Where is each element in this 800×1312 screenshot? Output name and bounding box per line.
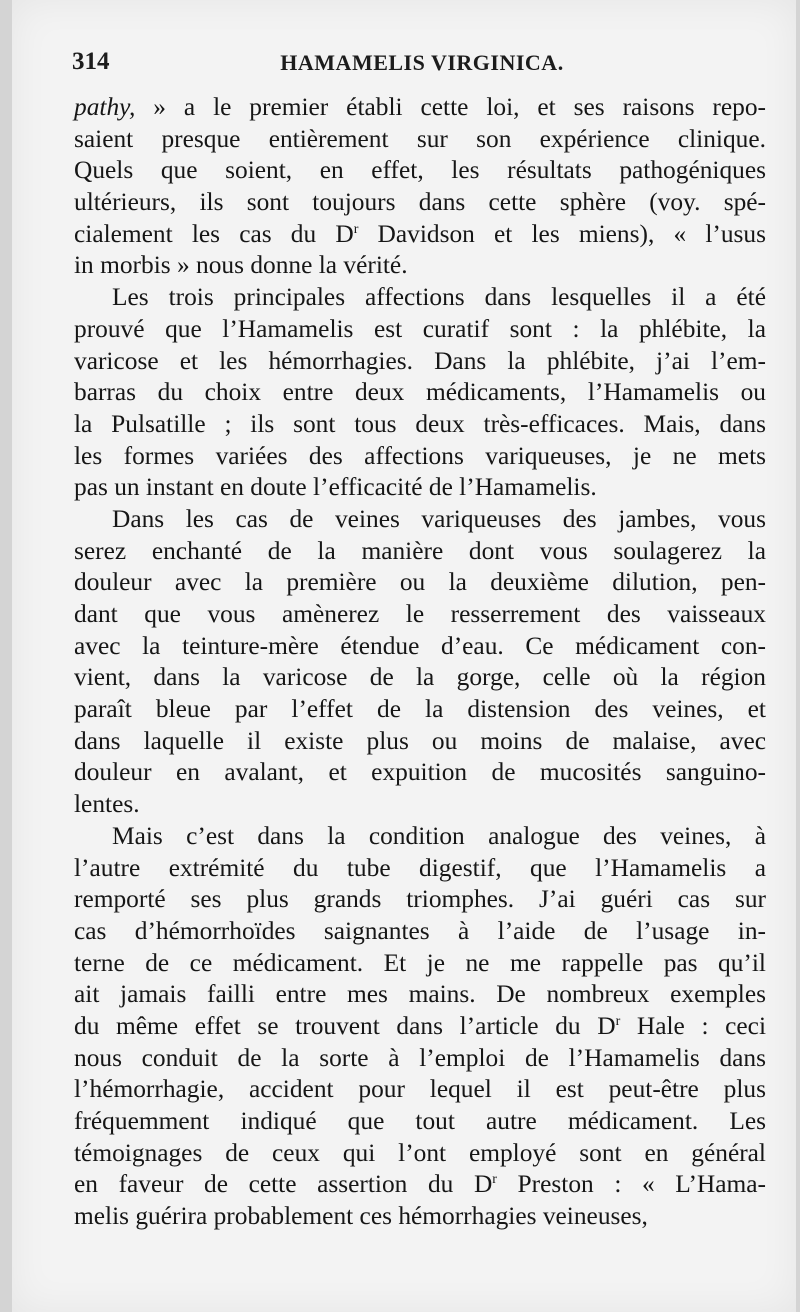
- text-line: serez enchanté de la manière dont vous soulagerez la: [74, 536, 766, 565]
- italic-word: pathy,: [74, 93, 136, 121]
- superscript: r: [615, 1013, 621, 1029]
- text-line: dant que vous amènerez le resserrement des vaisseaux: [74, 600, 766, 628]
- text-line: in morbis » nous donne la vérité.: [74, 251, 408, 280]
- text-line: melis guérira probablement ces hémorrhagies veineuses,: [74, 1202, 648, 1231]
- paragraph: [74, 504, 766, 821]
- text-line: Les trois principales affections dans lesquelles il a été: [112, 283, 766, 312]
- text-line: dans laquelle il existe plus ou moins de malaise, avec: [74, 726, 766, 755]
- text-line: saient presque entièrement sur son expérience clinique.: [74, 124, 766, 153]
- text-line: pathy, » a le premier établi cette loi, et ses raisons repo-: [74, 93, 766, 121]
- text-line: varicose et les hémorrhagies. Dans la phlébite, j’ai l’em-: [74, 346, 766, 375]
- text-line: en faveur de cette assertion du $D^r$ Preston : « L’Hama-: [74, 1170, 766, 1199]
- paragraph: [74, 821, 766, 1233]
- text-line: témoignages de ceux qui l’ont employé sont en général: [74, 1138, 766, 1167]
- text-line: cas d’hémorrhoïdes saignantes à l’aide de l’usage in-: [74, 916, 766, 945]
- paragraph: [74, 92, 766, 282]
- text-line: avec la teinture-mère étendue d’eau. Ce médicament con-: [74, 631, 766, 660]
- text-line: terne de ce médicament. Et je ne me rappelle pas qu’il: [74, 948, 766, 977]
- paragraph: [74, 282, 766, 504]
- text-line: ultérieurs, ils sont toujours dans cette sphère (voy. spé-: [74, 188, 766, 217]
- text-line: les formes variées des affections variqueuses, je ne mets: [74, 441, 766, 470]
- page-number: 314: [72, 48, 110, 75]
- page-header: [72, 48, 772, 84]
- text-line: vient, dans la varicose de la gorge, celle où la région: [74, 663, 766, 692]
- text-line: ait jamais failli entre mes mains. De nombreux exemples: [74, 980, 766, 1009]
- text-line: douleur avec la première ou la deuxième dilution, pen-: [74, 568, 766, 597]
- running-title: HAMAMELIS VIRGINICA.: [280, 50, 564, 75]
- text-line: l’autre extrémité du tube digestif, que l’Hamamelis a: [74, 853, 766, 882]
- text-line: pas un instant en doute l’efficacité de l’Hamamelis.: [74, 473, 597, 502]
- text-line: paraît bleue par l’effet de la distension des veines, et: [74, 695, 766, 724]
- text-line: nous conduit de la sorte à l’emploi de l’Hamamelis dans: [74, 1043, 766, 1072]
- text-line: douleur en avalant, et expuition de mucosités sanguino-: [74, 758, 766, 787]
- text-line: fréquemment indiqué que tout autre médicament. Les: [74, 1107, 766, 1135]
- text-line: barras du choix entre deux médicaments, l’Hamamelis ou: [74, 378, 766, 407]
- superscript: r: [353, 221, 359, 237]
- book-page: [12, 0, 796, 1312]
- text-line: Mais c’est dans la condition analogue des veines, à: [112, 821, 766, 850]
- text-line: cialement les cas du $D^r$ Davidson et les miens), « l’usus: [74, 219, 766, 248]
- text-line: du même effet se trouvent dans l’article du $D^r$ Hale : ceci: [74, 1011, 766, 1040]
- text-line: Quels que soient, en effet, les résultats pathogéniques: [74, 156, 766, 185]
- text-line: lentes.: [74, 790, 140, 819]
- text-line: remporté ses plus grands triomphes. J’ai guéri cas sur: [74, 885, 766, 914]
- text-line: prouvé que l’Hamamelis est curatif sont : la phlébite, la: [74, 314, 766, 343]
- body-text: [74, 92, 766, 1233]
- superscript: r: [492, 1172, 497, 1188]
- text-line: l’hémorrhagie, accident pour lequel il est peut-être plus: [74, 1075, 766, 1104]
- text-line: Dans les cas de veines variqueuses des jambes, vous: [112, 504, 766, 533]
- text-line: la Pulsatille ; ils sont tous deux très-efficaces. Mais, dans: [74, 409, 766, 438]
